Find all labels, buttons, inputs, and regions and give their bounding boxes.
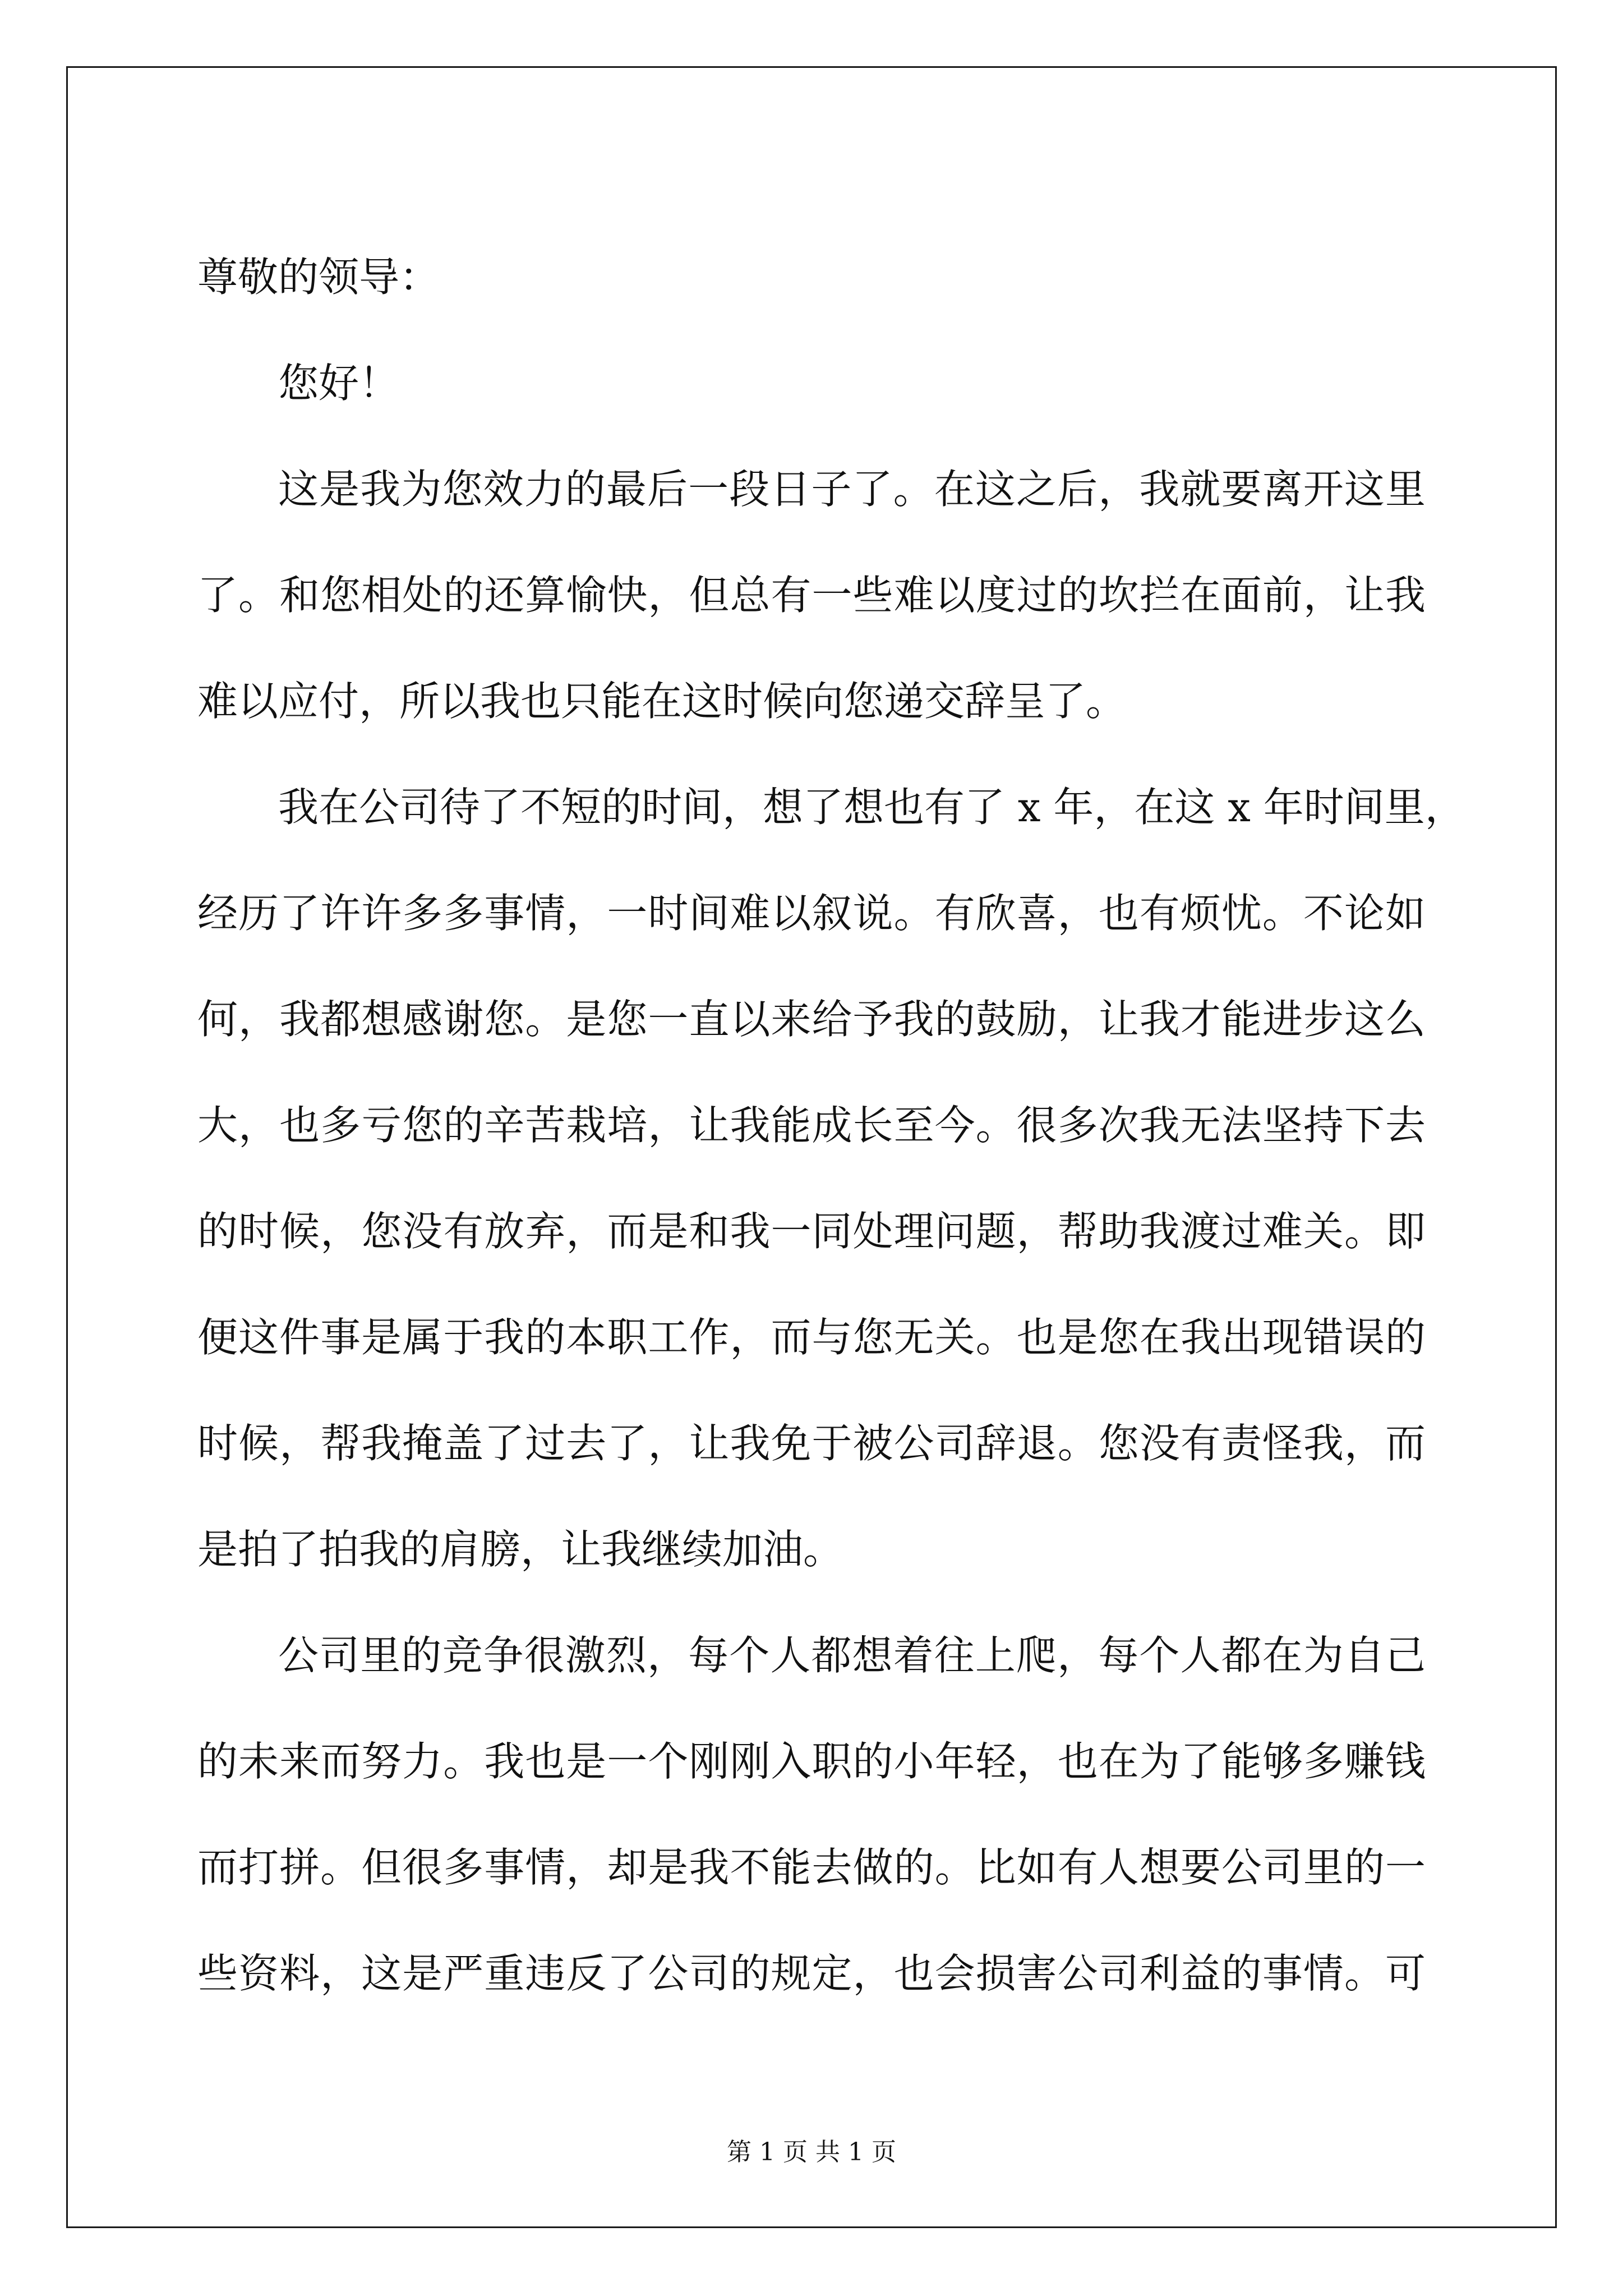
greeting-line: 您好！ <box>278 360 400 407</box>
text-line: 公司里的竞争很激烈，每个人都想着往上爬，每个人都在为自己 <box>278 1632 1426 1679</box>
text-line: 时候，帮我掩盖了过去了，让我免于被公司辞退。您没有责怪我，而 <box>197 1420 1426 1467</box>
document-body <box>197 224 1465 2027</box>
text-line: 了。和您相处的还算愉快，但总有一些难以度过的坎拦在面前，让我 <box>197 572 1426 619</box>
text-line: 便这件事是属于我的本职工作，而与您无关。也是您在我出现错误的 <box>197 1314 1426 1361</box>
text-line: 我在公司待了不短的时间，想了想也有了 x 年，在这 x 年时间里， <box>278 784 1465 831</box>
salutation-line: 尊敬的领导： <box>197 254 440 301</box>
text-line: 是拍了拍我的肩膀，让我继续加油。 <box>197 1526 844 1573</box>
page-footer: 第 1 页 共 1 页 <box>727 2138 896 2166</box>
text-line: 何，我都想感谢您。是您一直以来给予我的鼓励，让我才能进步这么 <box>197 996 1426 1043</box>
text-line: 的未来而努力。我也是一个刚刚入职的小年轻，也在为了能够多赚钱 <box>197 1738 1426 1785</box>
text-line: 经历了许许多多事情，一时间难以叙说。有欣喜，也有烦忧。不论如 <box>197 890 1426 937</box>
text-line: 这是我为您效力的最后一段日子了。在这之后，我就要离开这里 <box>278 466 1426 513</box>
text-line: 些资料，这是严重违反了公司的规定，也会损害公司利益的事情。可 <box>197 1950 1426 1997</box>
text-line: 难以应付，所以我也只能在这时候向您递交辞呈了。 <box>197 678 1127 725</box>
text-line: 而打拼。但很多事情，却是我不能去做的。比如有人想要公司里的一 <box>197 1844 1426 1891</box>
text-line: 的时候，您没有放弃，而是和我一同处理问题，帮助我渡过难关。即 <box>197 1208 1426 1255</box>
text-line: 大，也多亏您的辛苦栽培，让我能成长至今。很多次我无法坚持下去 <box>197 1102 1426 1149</box>
